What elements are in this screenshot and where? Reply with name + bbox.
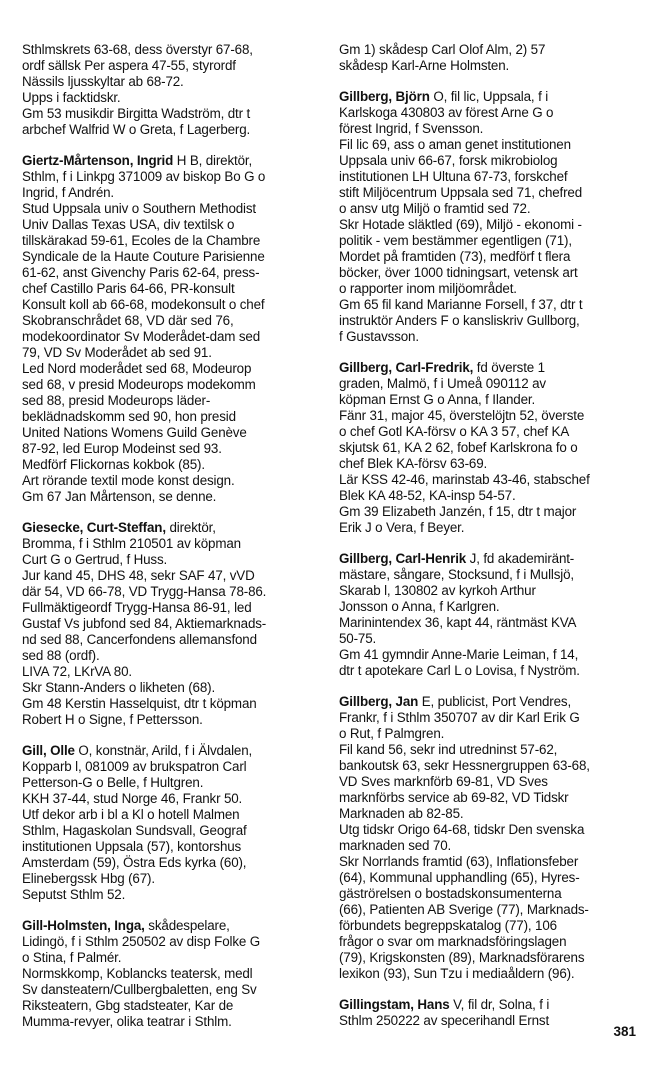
entry-text: Sv dansteatern/Cullbergbaletten, eng Sv [22, 982, 257, 997]
entry-text: 61-62, anst Givenchy Paris 62-64, press- [22, 265, 260, 280]
entry [339, 89, 631, 345]
text-line [339, 424, 631, 440]
entry-text: o chef Gotl KA-försv o KA 3 57, chef KA [339, 424, 570, 439]
entry-text: nd sed 88, Cancerfondens allemansfond [22, 632, 257, 647]
entry [339, 42, 631, 74]
entry-name: Gill-Holmsten, Inga, [22, 918, 145, 933]
text-line [339, 806, 631, 822]
text-line [339, 997, 631, 1013]
entry-text: o Rut, f Palmgren. [339, 726, 445, 741]
text-line [22, 58, 314, 74]
entry-text: Gm 39 Elizabeth Janzén, f 15, dtr t major [339, 504, 577, 519]
entry-name: Gill, Olle [22, 743, 75, 758]
entry-text: Led Nord moderådet sed 68, Modeurop [22, 361, 252, 376]
entry-text: Utg tidskr Origo 64-68, tidskr Den svenska [339, 822, 585, 837]
entry-text: Utf dekor arb i bl a Kl o hotell Malmen [22, 807, 240, 822]
entry-text: Seputst Sthlm 52. [22, 887, 126, 902]
entry-text: skådesp Karl-Arne Holmsten. [339, 58, 510, 73]
entry-text: Nässils ljusskyltar ab 68-72. [22, 74, 184, 89]
text-line [22, 600, 314, 616]
text-line [339, 663, 631, 679]
text-line [22, 680, 314, 696]
entry-text: Normskkomp, Koblancks teatersk, medl [22, 966, 253, 981]
entry-text: chef Castillo Paris 64-66, PR-konsult [22, 281, 235, 296]
text-line [22, 74, 314, 90]
entry-text: Fullmäktigeordf Trygg-Hansa 86-91, led [22, 600, 252, 615]
text-line [339, 966, 631, 982]
entry-text: Lär KSS 42-46, marinstab 43-46, stabschef [339, 472, 590, 487]
text-line [339, 886, 631, 902]
entry-text: (66), Patienten AB Sverige (77), Marknads- [339, 902, 589, 917]
entry-text: förbundets begreppskatalog (77), 106 [339, 918, 557, 933]
entry-text: Stud Uppsala univ o Southern Methodist [22, 201, 256, 216]
text-line [22, 1014, 314, 1030]
entry-text: Frankr, f i Sthlm 350707 av dir Karl Erik G [339, 710, 580, 725]
entry-text: skjutsk 61, KA 2 62, fobef Karlskrona fo o [339, 440, 578, 455]
text-line [22, 233, 314, 249]
entry-text: Marknaden ab 82-85. [339, 806, 464, 821]
entry-text: Karlskoga 430803 av förest Arne G o [339, 105, 554, 120]
text-line [22, 361, 314, 377]
text-line [339, 281, 631, 297]
text-line [339, 265, 631, 281]
text-line [339, 105, 631, 121]
text-line [339, 217, 631, 233]
entry-text: Konsult koll ab 66-68, modekonsult o chef [22, 297, 265, 312]
entry-text: lexikon (93), Sun Tzu i mediaåldern (96). [339, 966, 575, 981]
text-line [22, 473, 314, 489]
text-line [22, 377, 314, 393]
text-line [22, 265, 314, 281]
entry-text: Skobranschrådet 68, VD där sed 76, [22, 313, 234, 328]
entry-text: köpman Ernst G o Anna, f Ilander. [339, 392, 536, 407]
text-line [22, 552, 314, 568]
entry-text: Fil kand 56, sekr ind utredninst 57-62, [339, 742, 558, 757]
text-line [22, 807, 314, 823]
text-line [339, 504, 631, 520]
text-line [22, 648, 314, 664]
text-line [22, 441, 314, 457]
text-line [339, 551, 631, 567]
text-line [22, 934, 314, 950]
entry-text: VD Sves marknförb 69-81, VD Sves [339, 774, 548, 789]
text-line [22, 217, 314, 233]
entry-text: J, fd akademiränt- [466, 551, 575, 566]
entry-text: Curt G o Gertrud, f Huss. [22, 552, 168, 567]
text-line [22, 584, 314, 600]
entry-text: f Gustavsson. [339, 329, 419, 344]
text-line [22, 616, 314, 632]
entry-text: ordf sällsk Per aspera 47-55, styrordf [22, 58, 236, 73]
entry-text: V, fil dr, Solna, f i [449, 997, 550, 1012]
text-line [22, 122, 314, 138]
entry-text: Sthlm, f i Linkpg 371009 av biskop Bo G o [22, 169, 266, 184]
text-line [339, 758, 631, 774]
entry-text: Erik J o Vera, f Beyer. [339, 520, 465, 535]
text-line [339, 615, 631, 631]
text-line [22, 775, 314, 791]
text-line [339, 249, 631, 265]
entry-text: Riksteatern, Gbg stadsteater, Kar de [22, 998, 234, 1013]
text-line [22, 425, 314, 441]
entry-text: Kopparb l, 081009 av brukspatron Carl [22, 759, 247, 774]
entry-text: Skr Stann-Anders o likheten (68). [22, 680, 216, 695]
text-line [339, 918, 631, 934]
entry-text: Robert H o Signe, f Pettersson. [22, 712, 203, 727]
entry-text: chef Blek KA-försv 63-69. [339, 456, 488, 471]
page-number: 381 [613, 1024, 636, 1039]
entry-text: Gm 67 Jan Mårtenson, se denne. [22, 489, 217, 504]
text-line [339, 902, 631, 918]
text-line [339, 42, 631, 58]
entry [339, 694, 631, 982]
entry-text: fd överste 1 [473, 360, 545, 375]
entry-text: Gustaf Vs jubfond sed 84, Aktiemarknads- [22, 616, 267, 631]
text-line [339, 313, 631, 329]
text-line [22, 201, 314, 217]
entry-text: Upps i facktidskr. [22, 90, 121, 105]
text-line [339, 472, 631, 488]
entry [339, 551, 631, 679]
text-line [339, 726, 631, 742]
entry-text: direktör, [165, 520, 216, 535]
text-line [22, 409, 314, 425]
entry-text: 79, VD Sv Moderådet ab sed 91. [22, 345, 212, 360]
entry-text: Jonsson o Anna, f Karlgren. [339, 599, 500, 614]
text-line [339, 440, 631, 456]
text-line [339, 329, 631, 345]
entry-text: institutionen Uppsala (57), kontorshus [22, 839, 242, 854]
entry-text: arbchef Walfrid W o Greta, f Lagerberg. [22, 122, 251, 137]
text-line [339, 408, 631, 424]
entry-text: där 54, VD 66-78, VD Trygg-Hansa 78-86. [22, 584, 267, 599]
entry [339, 360, 631, 536]
entry-text: o rapporter inom miljöområdet. [339, 281, 517, 296]
text-line [22, 345, 314, 361]
entry-text: tillskärakad 59-61, Ecoles de la Chambre [22, 233, 261, 248]
text-line [339, 631, 631, 647]
text-line [339, 567, 631, 583]
text-line [339, 583, 631, 599]
entry-text: Sthlmskrets 63-68, dess överstyr 67-68, [22, 42, 253, 57]
entry-text: graden, Malmö, f i Umeå 090112 av [339, 376, 546, 391]
text-line [22, 871, 314, 887]
text-line [339, 488, 631, 504]
entry-text: Bromma, f i Sthlm 210501 av köpman [22, 536, 241, 551]
text-line [22, 329, 314, 345]
text-line [22, 791, 314, 807]
text-line [339, 870, 631, 886]
text-line [22, 536, 314, 552]
entry-text: modekoordinator Sv Moderådet-dam sed [22, 329, 260, 344]
entry-text: o ansv utg Miljö o framtid sed 72. [339, 201, 531, 216]
text-line [339, 1013, 631, 1029]
entry-text: Skr Norrlands framtid (63), Inflationsfeber [339, 854, 579, 869]
entry-text: Blek KA 48-52, KA-insp 54-57. [339, 488, 516, 503]
entry-name: Gillberg, Carl-Fredrik, [339, 360, 474, 375]
text-line [22, 313, 314, 329]
entry-text: Amsterdam (59), Östra Eds kyrka (60), [22, 855, 247, 870]
text-line [339, 822, 631, 838]
text-line [22, 966, 314, 982]
text-line [339, 233, 631, 249]
entry-text: KKH 37-44, stud Norge 46, Frankr 50. [22, 791, 243, 806]
entry-text: Fänr 31, major 45, överstelöjtn 52, överste [339, 408, 585, 423]
entry-text: dtr t apotekare Carl L o Lovisa, f Nyström. [339, 663, 580, 678]
entry-text: Univ Dallas Texas USA, div textilsk o [22, 217, 235, 232]
entry-text: (64), Kommunal upphandling (65), Hyres- [339, 870, 580, 885]
entry-text: Fil lic 69, ass o aman genet institutionen [339, 137, 571, 152]
text-line [339, 89, 631, 105]
entry [22, 42, 314, 138]
text-line [339, 934, 631, 950]
text-line [339, 201, 631, 217]
entry-text: beklädnadskomm sed 90, hon presid [22, 409, 236, 424]
entry-text: bankoutsk 63, sekr Hessnergruppen 63-68, [339, 758, 590, 773]
text-line [22, 489, 314, 505]
text-line [339, 710, 631, 726]
text-line [22, 90, 314, 106]
text-line [22, 887, 314, 903]
entry-text: marknförbs service ab 69-82, VD Tidskr [339, 790, 569, 805]
text-line [22, 998, 314, 1014]
text-line [22, 823, 314, 839]
entry-text: skådespelare, [144, 918, 230, 933]
entry-text: E, publicist, Port Vendres, [418, 694, 572, 709]
text-line [22, 42, 314, 58]
entry-text: 50-75. [339, 631, 377, 646]
entry-text: Ingrid, f Andrén. [22, 185, 114, 200]
entry-name: Gillingstam, Hans [339, 997, 450, 1012]
entry-text: Elinebergssk Hbg (67). [22, 871, 155, 886]
entry-text: mästare, sångare, Stocksund, f i Mullsjö, [339, 567, 574, 582]
text-line [22, 839, 314, 855]
text-line [22, 185, 314, 201]
entry-text: Petterson-G o Belle, f Hultgren. [22, 775, 204, 790]
text-line [339, 854, 631, 870]
entry-text: gäströrelsen o bostadskonsumenterna [339, 886, 562, 901]
text-line [339, 297, 631, 313]
entry-text: förest Ingrid, f Svensson. [339, 121, 484, 136]
text-line [22, 918, 314, 934]
text-line [22, 169, 314, 185]
text-line [339, 950, 631, 966]
entry-name: Giertz-Mårtenson, Ingrid [22, 153, 174, 168]
entry-name: Gillberg, Jan [339, 694, 419, 709]
text-line [22, 664, 314, 680]
entry-text: Gm 53 musikdir Birgitta Wadström, dtr t [22, 106, 251, 121]
entry-text: Mordet på framtiden (73), medförf t flera [339, 249, 571, 264]
entry-text: sed 88, presid Modeurops läder- [22, 393, 211, 408]
entry [22, 918, 314, 1030]
entry-text: Skr Hotade släktled (69), Miljö - ekonomi - [339, 217, 582, 232]
text-line [22, 281, 314, 297]
entry-name: Gillberg, Carl-Henrik [339, 551, 467, 566]
entry-text: Marinintendex 36, kapt 44, räntmäst KVA [339, 615, 577, 630]
entry-text: frågor o svar om marknadsföringslagen [339, 934, 567, 949]
entry-text: o Stina, f Palmér. [22, 950, 122, 965]
text-line [22, 153, 314, 169]
right-column [339, 42, 631, 1044]
entry-text: Sthlm 250222 av specerihandl Ernst [339, 1013, 550, 1028]
text-line [22, 855, 314, 871]
entry-text: Gm 65 fil kand Marianne Forsell, f 37, dtr t [339, 297, 583, 312]
text-line [22, 712, 314, 728]
entry-text: Syndicale de la Haute Couture Parisienne [22, 249, 265, 264]
text-line [22, 982, 314, 998]
text-line [339, 58, 631, 74]
entry-text: H B, direktör, [173, 153, 253, 168]
entry-text: Gm 48 Kerstin Hasselquist, dtr t köpman [22, 696, 257, 711]
entry-text: O, fil lic, Uppsala, f i [429, 89, 549, 104]
entry-text: LIVA 72, LKrVA 80. [22, 664, 132, 679]
text-line [339, 392, 631, 408]
entry-text: Lidingö, f i Sthlm 250502 av disp Folke G [22, 934, 260, 949]
text-line [22, 393, 314, 409]
entry-text: Jur kand 45, DHS 48, sekr SAF 47, vVD [22, 568, 255, 583]
text-line [22, 457, 314, 473]
entry [22, 153, 314, 505]
entry-text: Mumma-revyer, olika teatrar i Sthlm. [22, 1014, 232, 1029]
text-line [339, 456, 631, 472]
entry-text: marknaden sed 70. [339, 838, 452, 853]
text-line [339, 694, 631, 710]
entry-text: O, konstnär, Arild, f i Älvdalen, [74, 743, 253, 758]
text-line [339, 647, 631, 663]
entry-text: Art rörande textil mode konst design. [22, 473, 235, 488]
entry-text: böcker, över 1000 tidningsart, vetensk art [339, 265, 578, 280]
text-line [339, 838, 631, 854]
entry-text: instruktör Anders F o kansliskriv Gullborg, [339, 313, 580, 328]
left-column [22, 42, 314, 1045]
text-line [339, 376, 631, 392]
text-line [339, 599, 631, 615]
text-line [22, 632, 314, 648]
entry [22, 743, 314, 903]
entry-text: politik - vem bestämmer egentligen (71), [339, 233, 572, 248]
entry-text: stift Miljöcentrum Uppsala sed 71, chefred [339, 185, 583, 200]
entry-text: institutionen LH Ultuna 67-73, forskchef [339, 169, 568, 184]
text-line [339, 360, 631, 376]
text-line [22, 743, 314, 759]
text-line [339, 774, 631, 790]
text-line [22, 297, 314, 313]
text-line [22, 568, 314, 584]
entry-text: Gm 1) skådesp Carl Olof Alm, 2) 57 [339, 42, 546, 57]
entry [22, 520, 314, 728]
text-line [22, 249, 314, 265]
text-line [339, 742, 631, 758]
entry-text: 87-92, led Europ Modeinst sed 93. [22, 441, 222, 456]
entry [339, 997, 631, 1029]
entry-text: (79), Krigskonsten (89), Marknadsförarens [339, 950, 585, 965]
text-line [339, 790, 631, 806]
text-line [339, 185, 631, 201]
text-line [22, 106, 314, 122]
text-line [339, 520, 631, 536]
entry-text: sed 88 (ordf). [22, 648, 100, 663]
entry-text: Uppsala univ 66-67, forsk mikrobiolog [339, 153, 558, 168]
entry-text: Sthlm, Hagaskolan Sundsvall, Geograf [22, 823, 247, 838]
entry-text: Skarab l, 130802 av kyrkoh Arthur [339, 583, 536, 598]
entry-text: United Nations Womens Guild Genève [22, 425, 247, 440]
text-line [22, 520, 314, 536]
text-line [339, 137, 631, 153]
entry-text: sed 68, v presid Modeurops modekomm [22, 377, 256, 392]
entry-text: Medförf Flickornas kokbok (85). [22, 457, 205, 472]
text-line [22, 759, 314, 775]
text-line [339, 153, 631, 169]
entry-name: Giesecke, Curt-Steffan, [22, 520, 166, 535]
entry-name: Gillberg, Björn [339, 89, 430, 104]
text-line [339, 121, 631, 137]
text-line [22, 950, 314, 966]
text-line [22, 696, 314, 712]
text-line [339, 169, 631, 185]
entry-text: Gm 41 gymndir Anne-Marie Leiman, f 14, [339, 647, 579, 662]
